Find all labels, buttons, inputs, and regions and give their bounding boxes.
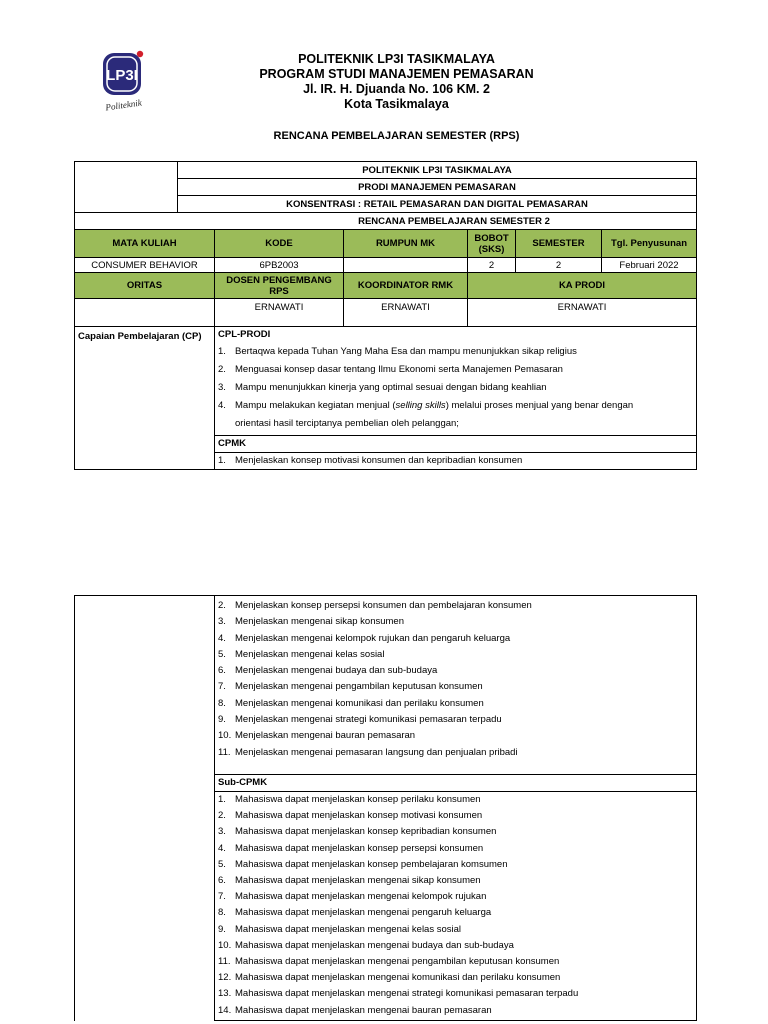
logo-text: LP3I (106, 67, 138, 84)
list-number: 4. (218, 632, 226, 644)
cpmk-continued (215, 596, 697, 1021)
list-text: Menjelaskan mengenai pemasaran langsung dan penjualan pribadi (235, 746, 518, 758)
header-line-1: POLITEKNIK LP3I TASIKMALAYA (298, 52, 495, 66)
list-text: Mahasiswa dapat menjelaskan mengenai bauran pemasaran (235, 1004, 492, 1016)
list-item (218, 922, 693, 938)
list-text: Bertaqwa kepada Tuhan Yang Maha Esa dan mampu menunjukkan sikap religius (235, 346, 577, 357)
list-item (218, 792, 693, 808)
list-item (218, 1003, 693, 1019)
kaprodi-name: ERNAWATI (468, 299, 697, 327)
cp-label: Capaian Pembelajaran (CP) (75, 327, 215, 470)
list-number: 9. (218, 923, 226, 935)
list-text: Mahasiswa dapat menjelaskan konsep perilaku konsumen (235, 794, 481, 805)
cpl-prodi-title: CPL-PRODI (218, 329, 271, 340)
list-text: Menjelaskan mengenai pengambilan keputusan konsumen (235, 681, 483, 693)
list-item: 1. Menjelaskan konsep motivasi konsumen dan kepribadian konsumen (218, 455, 523, 466)
list-number: 2. (218, 600, 226, 611)
logo-script: Politeknik (104, 97, 143, 113)
cpmk-first-block (215, 453, 696, 469)
subcpmk-title-block (215, 775, 696, 792)
list-number: 6. (218, 665, 226, 677)
info-institution: POLITEKNIK LP3I TASIKMALAYA (178, 162, 697, 179)
header-semester: SEMESTER (516, 230, 602, 258)
list-item (218, 598, 693, 614)
list-number: 3. (218, 382, 226, 393)
header-line-3: Jl. IR. H. Djuanda No. 106 KM. 2 (303, 82, 490, 96)
header-rumpun: RUMPUN MK (344, 230, 468, 258)
subcpmk-title: Sub-CPMK (218, 777, 268, 788)
list-number: 13. (218, 988, 232, 1000)
list-number: 10. (218, 939, 232, 951)
course-name: CONSUMER BEHAVIOR (75, 258, 215, 273)
list-item (218, 712, 693, 728)
list-text: Menjelaskan mengenai strategi komunikasi pemasaran terpadu (235, 714, 502, 726)
info-konsentrasi: KONSENTRASI : RETAIL PEMASARAN DAN DIGITAL PEMASARAN (178, 196, 697, 213)
header-bobot: BOBOT (SKS) (468, 230, 516, 258)
list-item (218, 857, 693, 873)
list-text: Mahasiswa dapat menjelaskan mengenai kelas sosial (235, 923, 462, 935)
list-item: orientasi hasil terciptanya pembelian oleh pelanggan; (235, 418, 459, 429)
list-item (218, 379, 693, 397)
list-item (218, 986, 693, 1002)
list-number: 4. (218, 842, 226, 854)
header-koordinator: KOORDINATOR RMK (344, 273, 468, 299)
course-bobot: 2 (468, 258, 516, 273)
course-semester: 2 (516, 258, 602, 273)
list-text: Menjelaskan mengenai kelas sosial (235, 648, 385, 660)
oritas-blank (75, 299, 215, 327)
list-number: 14. (218, 1004, 232, 1016)
list-number: 5. (218, 858, 226, 870)
course-tgl: Februari 2022 (602, 258, 697, 273)
list-item (218, 889, 693, 905)
list-number: 5. (218, 648, 226, 660)
list-text: Mahasiswa dapat menjelaskan mengenai sikap konsumen (235, 875, 481, 887)
list-item (218, 745, 693, 761)
list-item (218, 728, 693, 744)
list-item (218, 631, 693, 647)
list-number: 9. (218, 714, 226, 726)
course-rumpun (344, 258, 468, 273)
list-number: 7. (218, 681, 226, 693)
header-kaprodi: KA PRODI (468, 273, 697, 299)
list-text: Menjelaskan mengenai budaya dan sub-budaya (235, 665, 438, 677)
list-item (218, 824, 693, 840)
list-item (218, 808, 693, 824)
list-item (218, 938, 693, 954)
list-item (218, 696, 693, 712)
info-prodi: PRODI MANAJEMEN PEMASARAN (178, 179, 697, 196)
list-number: 12. (218, 972, 232, 984)
header-line-4: Kota Tasikmalaya (344, 97, 449, 111)
list-item (218, 841, 693, 857)
list-number: 2. (218, 810, 226, 822)
subcpmk-list-block (215, 792, 696, 1019)
info-rps: RENCANA PEMBELAJARAN SEMESTER 2 (75, 213, 697, 230)
blank-cell (75, 162, 178, 213)
list-text: Menjelaskan mengenai komunikasi dan perilaku konsumen (235, 697, 484, 709)
list-item: 4. Mampu melakukan kegiatan menjual (selling skills) melalui proses menjual yang benar dengan (218, 400, 634, 411)
list-text: Mahasiswa dapat menjelaskan konsep persepsi konsumen (235, 842, 484, 854)
cpmk-title: CPMK (218, 438, 246, 449)
list-text: Mahasiswa dapat menjelaskan konsep kepribadian konsumen (235, 826, 497, 838)
header-dosen: DOSEN PENGEMBANG RPS (215, 273, 344, 299)
header-mata-kuliah: MATA KULIAH (75, 230, 215, 258)
list-item (218, 614, 693, 630)
header-tgl: Tgl. Penyusunan (602, 230, 697, 258)
list-text: Mampu menunjukkan kinerja yang optimal sesuai dengan bidang keahlian (235, 382, 547, 393)
list-item (218, 647, 693, 663)
koordinator-name: ERNAWATI (344, 299, 468, 327)
list-text: Menjelaskan mengenai sikap konsumen (235, 616, 404, 628)
left-blank-cell (75, 596, 215, 1021)
list-text: Menjelaskan mengenai bauran pemasaran (235, 730, 416, 742)
header-oritas: ORITAS (75, 273, 215, 299)
list-text: Mahasiswa dapat menjelaskan mengenai komunikasi dan perilaku konsumen (235, 972, 561, 984)
list-number: 1. (218, 346, 226, 357)
rps-table-page-1 (74, 161, 697, 470)
list-item (218, 679, 693, 695)
list-item (218, 663, 693, 679)
list-number: 8. (218, 697, 226, 709)
document-title: RENCANA PEMBELAJARAN SEMESTER (RPS) (273, 130, 520, 142)
list-number: 11. (218, 956, 231, 968)
course-code: 6PB2003 (215, 258, 344, 273)
list-number: 11. (218, 746, 231, 758)
list-text: Mahasiswa dapat menjelaskan mengenai pengaruh keluarga (235, 907, 492, 919)
list-text: Menguasai konsep dasar tentang Ilmu Ekonomi serta Manajemen Pemasaran (235, 364, 563, 375)
list-item (218, 873, 693, 889)
list-text: Mahasiswa dapat menjelaskan mengenai pengambilan keputusan konsumen (235, 956, 560, 968)
lp3i-logo (98, 48, 154, 114)
list-text: Mahasiswa dapat menjelaskan konsep motivasi konsumen (235, 810, 483, 822)
list-text: Mahasiswa dapat menjelaskan mengenai budaya dan sub-budaya (235, 939, 514, 951)
list-item (218, 905, 693, 921)
list-text: Menjelaskan konsep persepsi konsumen dan pembelajaran konsumen (235, 600, 532, 611)
cp-content (215, 327, 697, 470)
institution-header (200, 52, 593, 112)
list-text: Mahasiswa dapat menjelaskan mengenai strategi komunikasi pemasaran terpadu (235, 988, 579, 1000)
list-number: 3. (218, 616, 226, 628)
list-text: Mahasiswa dapat menjelaskan konsep pembelajaran komsumen (235, 858, 508, 870)
list-item (218, 343, 693, 361)
list-number: 3. (218, 826, 226, 838)
list-number: 6. (218, 875, 226, 887)
list-number: 7. (218, 891, 226, 903)
rps-table-page-2 (74, 595, 697, 1021)
dosen-name: ERNAWATI (215, 299, 344, 327)
list-number: 10. (218, 730, 232, 742)
cpl-prodi-block (215, 327, 696, 436)
list-number: 2. (218, 364, 226, 375)
list-text: Menjelaskan mengenai kelompok rujukan dan pengaruh keluarga (235, 632, 511, 644)
cpmk-list-block (215, 596, 696, 775)
header-kode: KODE (215, 230, 344, 258)
list-text: Mahasiswa dapat menjelaskan mengenai kelompok rujukan (235, 891, 487, 903)
list-item (218, 970, 693, 986)
list-item (218, 361, 693, 379)
list-number: 1. (218, 794, 226, 805)
list-number: 8. (218, 907, 226, 919)
header-line-2: PROGRAM STUDI MANAJEMEN PEMASARAN (259, 67, 534, 81)
list-item (218, 954, 693, 970)
cpmk-title-block (215, 436, 696, 453)
